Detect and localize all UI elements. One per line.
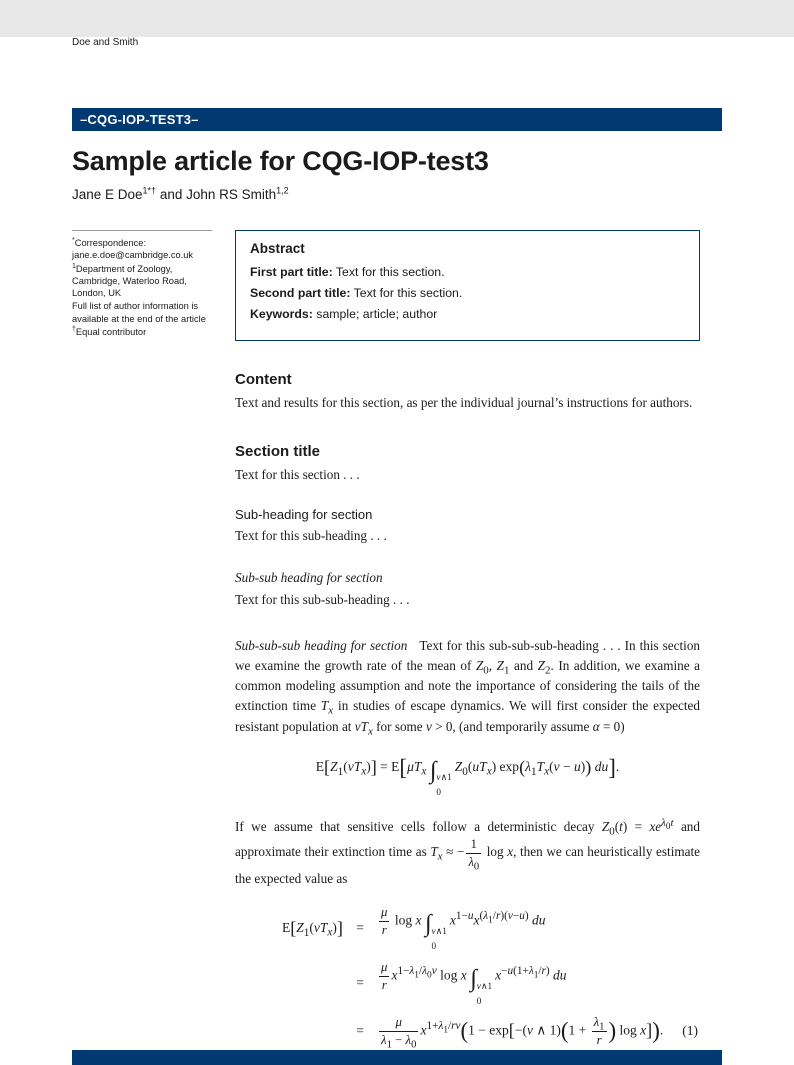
subsection-heading: Sub-heading for section (235, 507, 373, 523)
abstract-first-part-label: First part title: (250, 265, 333, 279)
correspondence-note: *Correspondence: jane.e.doe@cambridge.co.uk (72, 236, 194, 261)
author-info-note: Full list of author information is available at the end of the article (72, 301, 206, 324)
section-heading-title: Section title (235, 443, 321, 461)
subsection-paragraph: Text for this sub-heading . . . (235, 528, 387, 544)
equation-row (235, 960, 700, 1006)
display-equation: $E[Z_1(vT_x)] = E[\mu T_x$ ∫ v∧1 0 $Z_0(uT_x) \exp(\lambda_1T_x(v - u))$ du]. (315, 754, 620, 797)
subsubsub-heading: Sub-sub-sub heading for section (235, 638, 408, 654)
equation-row (235, 1014, 700, 1051)
equation-lhs: $E[Z_1(vT_x)]$ (281, 917, 343, 939)
frontmatter-columns (72, 230, 722, 341)
main-column (235, 371, 701, 1051)
subsubsub-runin-paragraph (235, 636, 700, 736)
abstract-second-part-label: Second part title: (250, 286, 351, 300)
equals-sign: = (356, 920, 364, 936)
article-page (0, 37, 794, 1065)
equation-number: (1) (682, 1023, 698, 1039)
article-title: Sample article for CQG-IOP-test3 (72, 146, 489, 176)
between-equations-paragraph: If we assume that sensitive cells follow a deterministic decay $Z_0(t) = xe^{\lambda_0t}$ and approximate their extinction time as $T_x$ ≈ − $\frac{1}{\lambda_0}$ log x, then we can heuristically estimate the expected value as (235, 816, 700, 887)
abstract-second-part-text: Text for this section. (353, 286, 463, 300)
subsubsub-text: Text for this sub-sub-sub-heading . . . In this section we examine the growth rate of the mean of $Z_0$, $Z_1$ and $Z_2$. In addition, we examine a common modeling assumption and note the importance of considering the tails of the extinction time $T_x$ in studies of escape dynamics. We will first consider the expected resistant population at $vT_x$ for some v > 0, (and temporarily assume α = 0) (235, 638, 701, 738)
abstract-first-part (250, 265, 685, 279)
section-paragraph: Text for this section . . . (235, 467, 360, 483)
journal-banner: –CQG-IOP-TEST3– (72, 108, 722, 131)
subsubsection-paragraph: Text for this sub-sub-heading . . . (235, 592, 410, 608)
abstract-first-part-text: Text for this section. (335, 265, 445, 279)
correspondence-sidebar (72, 230, 212, 339)
authors-line: Jane E Doe$^{1*\dagger}$ and John RS Smith$^{1,2}$ (72, 185, 289, 202)
equation-rhs: $\frac{\mu}{r}$ log x ∫ v∧1 0 $x^{1-u}x^{(\lambda_1/r)(v-u)}$ du (381, 905, 546, 951)
equals-sign: = (356, 1023, 364, 1039)
abstract-title: Abstract (250, 241, 305, 256)
equal-contributor-note: †Equal contributor (72, 325, 147, 337)
abstract-keywords-label: Keywords: (250, 307, 313, 321)
running-head: Doe and Smith (72, 37, 139, 48)
subsubsection-heading: Sub-sub heading for section (235, 570, 383, 586)
abstract-keywords-text: sample; article; author (316, 307, 438, 321)
abstract-keywords (250, 307, 685, 321)
equation-array (235, 905, 700, 1051)
section-heading-content: Content (235, 371, 292, 388)
footer-bar (72, 1050, 722, 1065)
equation-rhs: $\frac{\mu}{\lambda_1 - \lambda_0}$ $x^{1+\lambda_1/rv}(1 - \exp[-(v$ ∧ 1)(1 + $\frac{\lambda_1}{r}$ ) log x]). (381, 1014, 664, 1051)
abstract-second-part (250, 286, 685, 300)
abstract-box (235, 230, 700, 341)
equation-rhs: $\frac{\mu}{r}$ $x^{1-\lambda_1/\lambda_0v}$ log x ∫ v∧1 0 $x^{-u(1+\lambda_1/r)}$ du (381, 959, 567, 1006)
page-body (0, 37, 794, 1051)
affiliation-note: $^1$Department of Zoology, Cambridge, Waterloo Road, London, UK (72, 262, 187, 299)
equals-sign: = (356, 974, 364, 990)
equation-row (235, 905, 700, 951)
content-paragraph: Text and results for this section, as per the individual journal’s instructions for authors. (235, 395, 693, 410)
